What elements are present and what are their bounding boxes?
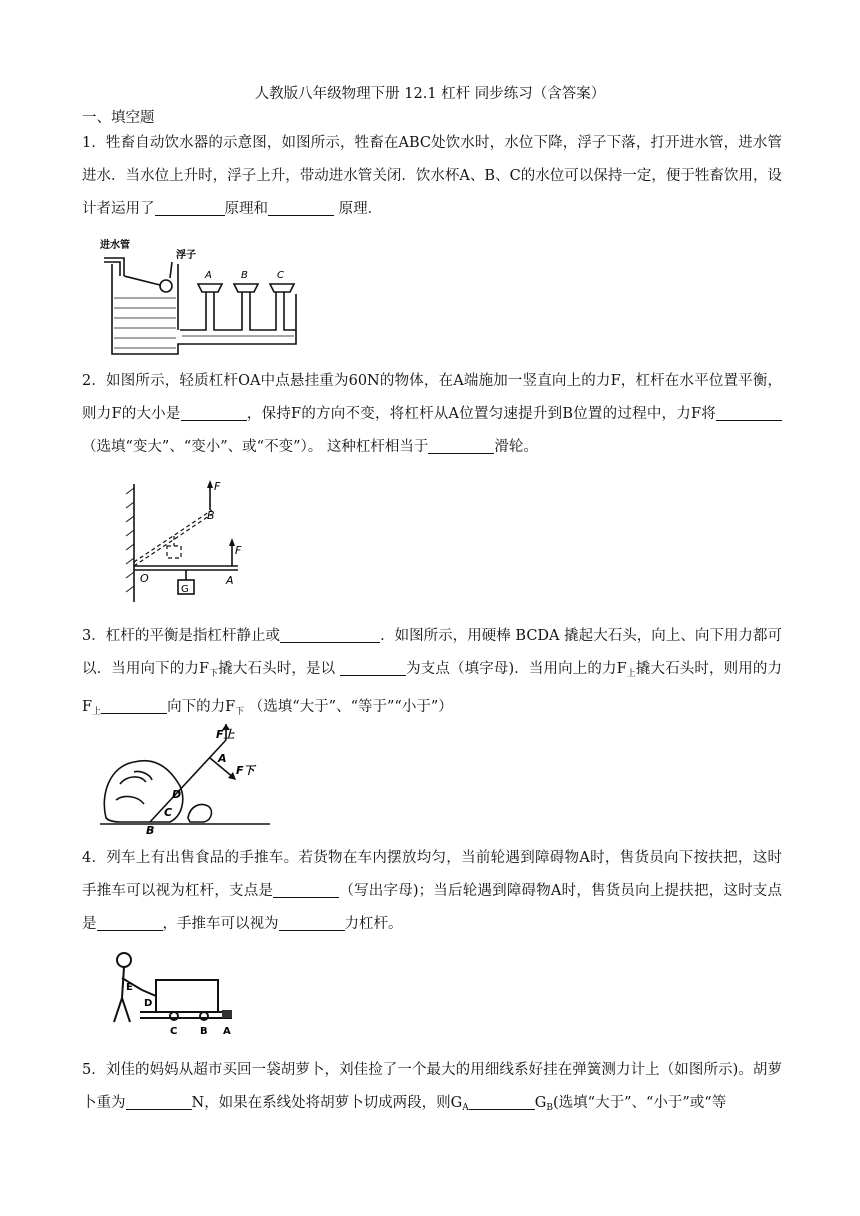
q3-text-5: 撬大石头时，则用的力F bbox=[82, 661, 782, 715]
question-4 bbox=[82, 842, 782, 941]
q4-text-4: 力杠杆。 bbox=[344, 916, 403, 932]
question-1 bbox=[82, 127, 782, 226]
label-cup-a: A bbox=[205, 270, 212, 281]
q3-text-4: 为支点（填字母)．当用向上的力F bbox=[405, 661, 627, 677]
label-point-a: A bbox=[226, 574, 234, 587]
q3-figure-crowbar bbox=[100, 724, 270, 837]
label-force-f-top: F bbox=[214, 480, 221, 493]
question-5 bbox=[82, 1054, 782, 1125]
q3-text-1: 3．杠杆的平衡是指杠杆静止或 bbox=[82, 628, 281, 644]
section-heading: 一、填空题 bbox=[82, 110, 155, 126]
q4-figure-cart bbox=[100, 950, 240, 1040]
q3-sub-1: 下 bbox=[209, 669, 219, 679]
label-cup-c: C bbox=[277, 270, 284, 281]
q4-blank-1[interactable] bbox=[273, 881, 339, 898]
q2-text-1: 2．如图所示，轻质杠杆OA中点悬挂重为60N的物体，在A端施加一竖直向上的力F，杠杆在水平位置平衡，则力F的大小是 bbox=[82, 373, 782, 422]
q5-sub-2: B bbox=[546, 1103, 553, 1113]
question-2 bbox=[82, 365, 782, 464]
q5-text-4: (选填“大于”、“小于”或“等 bbox=[553, 1095, 727, 1111]
q2-figure-lever bbox=[120, 474, 250, 604]
label-cup-b: B bbox=[241, 270, 248, 281]
q4-blank-3[interactable] bbox=[279, 914, 345, 931]
label-force-down: F下 bbox=[236, 764, 255, 777]
q3-sub-4: 下 bbox=[235, 707, 245, 717]
q1-blank-2[interactable] bbox=[268, 199, 334, 216]
q5-sub-1: A bbox=[462, 1103, 469, 1113]
q1-text-3: 原理． bbox=[334, 201, 383, 217]
q1-figure-water-feeder bbox=[100, 236, 300, 356]
label-point-c: C bbox=[170, 1026, 178, 1037]
q2-blank-1[interactable] bbox=[181, 404, 247, 421]
label-point-d: D bbox=[172, 788, 182, 801]
q5-blank-2[interactable] bbox=[469, 1093, 535, 1110]
q5-text-2: N，如果在系线处将胡萝卜切成两段，则G bbox=[191, 1095, 463, 1111]
q3-sub-2: 上 bbox=[626, 669, 636, 679]
label-point-b: B bbox=[146, 824, 155, 837]
q4-text-2: （写出字母)；当后轮遇到障碍物A时，售货员向上提扶把，这时支点是 bbox=[82, 883, 782, 932]
label-float: 浮子 bbox=[176, 250, 196, 261]
label-point-a: A bbox=[223, 1026, 231, 1037]
label-point-o: O bbox=[140, 572, 149, 585]
q3-blank-2[interactable] bbox=[340, 659, 406, 676]
label-force-f: F bbox=[235, 544, 242, 557]
q5-text-3: G bbox=[534, 1095, 547, 1111]
q1-blank-1[interactable] bbox=[155, 199, 225, 216]
label-point-b: B bbox=[200, 1026, 208, 1037]
q4-text-3: ，手推车可以视为 bbox=[162, 916, 279, 932]
label-point-a: A bbox=[218, 752, 227, 765]
label-point-d: D bbox=[144, 998, 153, 1009]
q4-blank-2[interactable] bbox=[97, 914, 163, 931]
q3-blank-3[interactable] bbox=[101, 697, 167, 714]
label-weight-g: G bbox=[181, 584, 189, 595]
q3-sub-3: 上 bbox=[92, 707, 102, 717]
q1-text-2: 原理和 bbox=[224, 201, 268, 217]
label-point-e: E bbox=[126, 982, 133, 993]
question-3 bbox=[82, 620, 782, 729]
q3-text-3: 撬大石头时，是以 bbox=[218, 661, 340, 677]
q3-blank-1[interactable] bbox=[280, 626, 380, 643]
q2-text-4: 滑轮。 bbox=[494, 439, 538, 455]
q4-text-1: 4．列车上有出售食品的手推车。若货物在车内摆放均匀，当前轮遇到障碍物A时，售货员向下按扶把，这时手推车可以视为杠杆，支点是 bbox=[82, 850, 782, 899]
label-inlet-pipe: 进水管 bbox=[100, 240, 130, 251]
q2-text-2: ，保持F的方向不变，将杠杆从A位置匀速提升到B位置的过程中，力F将 bbox=[246, 406, 717, 422]
q5-blank-1[interactable] bbox=[126, 1093, 192, 1110]
q2-blank-3[interactable] bbox=[428, 437, 494, 454]
q2-text-3: （选填“变大”、“变小”、或“不变”）。 这种杠杆相当于 bbox=[82, 439, 429, 455]
q2-blank-2[interactable] bbox=[716, 404, 782, 421]
q3-text-7: （选填“大于”、“等于”“小于”） bbox=[244, 699, 453, 715]
page-title: 人教版八年级物理下册 12.1 杠杆 同步练习（含答案） bbox=[254, 86, 606, 102]
label-force-up: F上 bbox=[216, 728, 235, 741]
q1-text-1: 1．牲畜自动饮水器的示意图，如图所示，牲畜在ABC处饮水时，水位下降，浮子下落，打开进水管，进水管进水．当水位上升时，浮子上升，带动进水管关闭．饮水杯A、B、C的水位可以保持一定，便于牲畜饮用，设计者运用了 bbox=[82, 135, 782, 217]
label-point-b: B bbox=[207, 509, 215, 522]
q3-text-2: ．如图所示，用硬棒 BCDA 撬起大石头，向上、向下用力都可以．当用向下的力F bbox=[82, 628, 782, 677]
q3-text-6: 向下的力F bbox=[167, 699, 236, 715]
label-point-c: C bbox=[164, 806, 173, 819]
q5-text-1: 5．刘佳的妈妈从超市买回一袋胡萝卜，刘佳捡了一个最大的用细线系好挂在弹簧测力计上（如图所示)。胡萝卜重为 bbox=[82, 1062, 782, 1111]
